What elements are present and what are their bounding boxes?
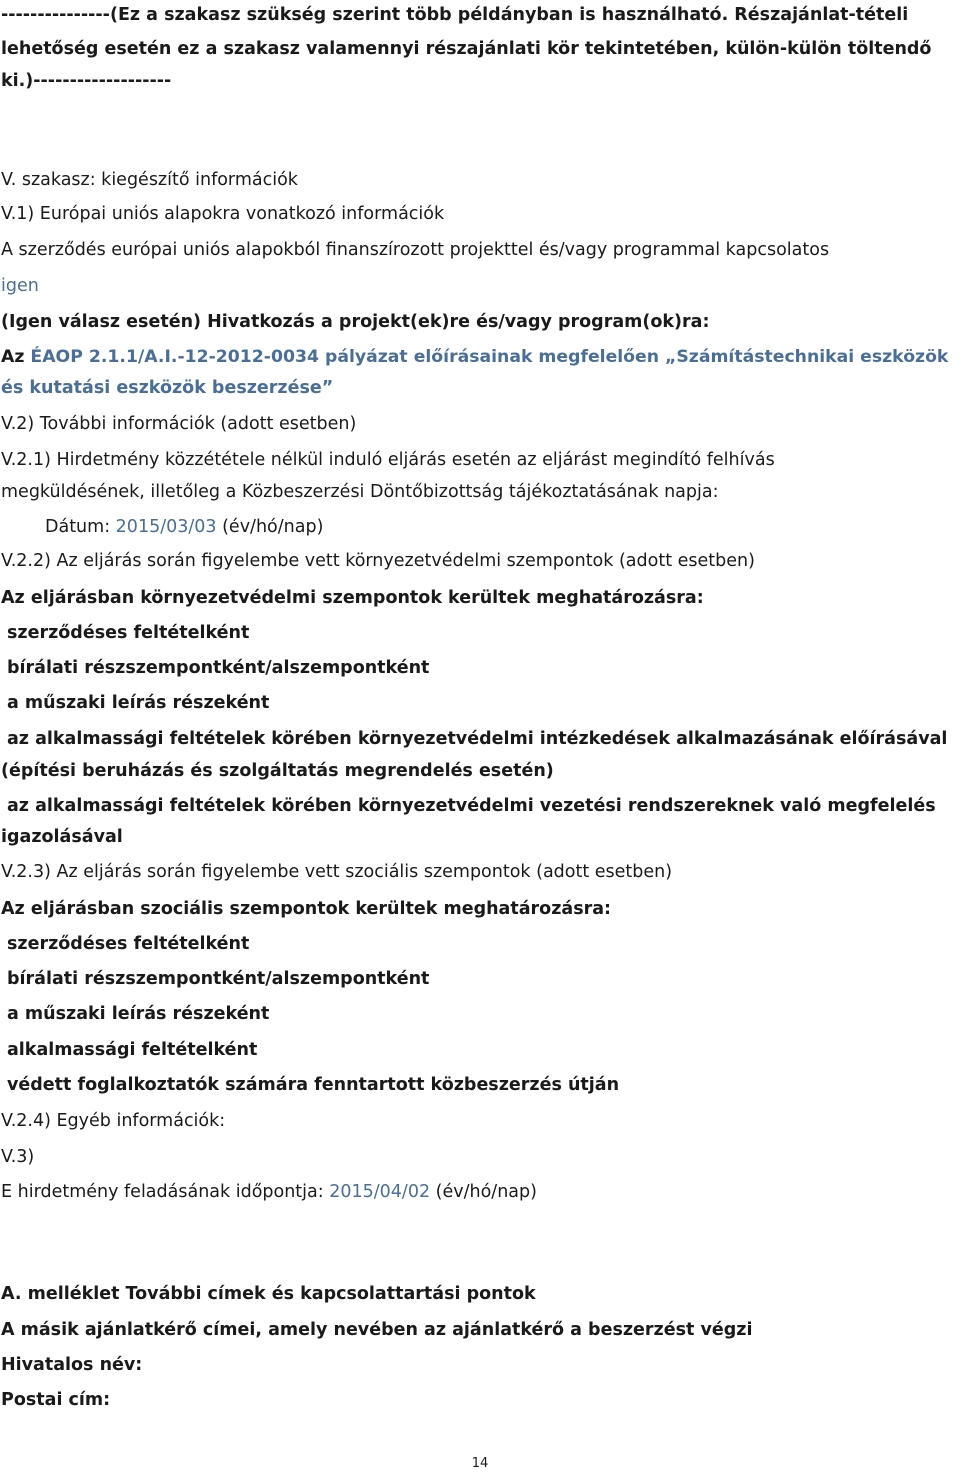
annex-a-title: A. melléklet További címek és kapcsolattartási pontok bbox=[1, 1284, 536, 1304]
v24-title: V.2.4) Egyéb információk: bbox=[1, 1111, 226, 1131]
annex-a-subtitle: A másik ajánlatkérő címei, amely nevében az ajánlatkérő a beszerzést végzi bbox=[1, 1320, 753, 1340]
intro-line-1: ---------------(Ez a szakasz szükség szerint több példányban is használható. Részajánlat-tételi bbox=[1, 5, 909, 25]
v22-item: az alkalmassági feltételek körében környezetvédelmi vezetési rendszereknek való megfelelés bbox=[7, 796, 936, 816]
v3-submission-date bbox=[1, 1181, 537, 1203]
v21-date bbox=[45, 516, 323, 538]
v1-reference-line-2: és kutatási eszközök beszerzése” bbox=[1, 378, 334, 398]
v3-date-label: E hirdetmény feladásának időpontja: bbox=[1, 1182, 330, 1202]
v23-item: védett foglalkoztatók számára fenntartott közbeszerzés útján bbox=[7, 1075, 620, 1095]
v21-date-unit: (év/hó/nap) bbox=[216, 517, 324, 537]
v1-question: A szerződés európai uniós alapokból finanszírozott projekttel és/vagy programmal kapcsolatos bbox=[1, 240, 830, 260]
v23-item: alkalmassági feltételként bbox=[7, 1040, 258, 1060]
intro-line-3: ki.)------------------- bbox=[1, 71, 172, 91]
v21-line-1: V.2.1) Hirdetmény közzététele nélkül induló eljárás esetén az eljárást megindító felhívás bbox=[1, 450, 775, 470]
v22-item: szerződéses feltételként bbox=[7, 623, 250, 643]
v22-item: bírálati részszempontként/alszempontként bbox=[7, 658, 430, 678]
v21-date-label: Dátum: bbox=[45, 517, 116, 537]
v1-title: V.1) Európai uniós alapokra vonatkozó információk bbox=[1, 204, 445, 224]
v22-item-5-continuation: igazolásával bbox=[1, 827, 123, 847]
v22-item: az alkalmassági feltételek körében környezetvédelmi intézkedések alkalmazásának előírásával bbox=[7, 729, 948, 749]
v3-title: V.3) bbox=[1, 1147, 35, 1167]
intro-line-2: lehetőség esetén ez a szakasz valamennyi részajánlati kör tekintetében, külön-külön töltendő bbox=[1, 39, 932, 59]
v21-date-value: 2015/03/03 bbox=[115, 517, 217, 537]
v1-answer: igen bbox=[1, 276, 39, 296]
v23-item: bírálati részszempontként/alszempontként bbox=[7, 969, 430, 989]
section-v-title: V. szakasz: kiegészítő információk bbox=[1, 170, 298, 190]
v22-item-4-continuation: (építési beruházás és szolgáltatás megrendelés esetén) bbox=[1, 761, 554, 781]
v22-item: a műszaki leírás részeként bbox=[7, 693, 270, 713]
v22-intro: Az eljárásban környezetvédelmi szempontok kerültek meghatározásra: bbox=[1, 588, 704, 608]
v3-date-unit: (év/hó/nap) bbox=[430, 1182, 537, 1202]
v1-reference-line-1 bbox=[1, 346, 948, 368]
official-name-label: Hivatalos név: bbox=[1, 1355, 143, 1375]
v1-reference-label: (Igen válasz esetén) Hivatkozás a projekt(ek)re és/vagy program(ok)ra: bbox=[1, 312, 710, 332]
v22-title: V.2.2) Az eljárás során figyelembe vett környezetvédelmi szempontok (adott esetben) bbox=[1, 551, 755, 571]
v1-reference-value: ÉAOP 2.1.1/A.I.-12-2012-0034 pályázat előírásainak megfelelően „Számítástechnikai eszközök bbox=[30, 347, 949, 367]
v21-line-2: megküldésének, illetőleg a Közbeszerzési Döntőbizottság tájékoztatásának napja: bbox=[1, 482, 719, 502]
v1-reference-prefix: Az bbox=[1, 347, 31, 367]
v23-item: a műszaki leírás részeként bbox=[7, 1004, 270, 1024]
postal-address-label: Postai cím: bbox=[1, 1390, 111, 1410]
page-number: 14 bbox=[471, 1456, 489, 1471]
v23-item: szerződéses feltételként bbox=[7, 934, 250, 954]
v2-title: V.2) További információk (adott esetben) bbox=[1, 414, 357, 434]
v23-title: V.2.3) Az eljárás során figyelembe vett szociális szempontok (adott esetben) bbox=[1, 862, 673, 882]
v23-intro: Az eljárásban szociális szempontok kerültek meghatározásra: bbox=[1, 899, 612, 919]
v3-date-value: 2015/04/02 bbox=[329, 1182, 431, 1202]
